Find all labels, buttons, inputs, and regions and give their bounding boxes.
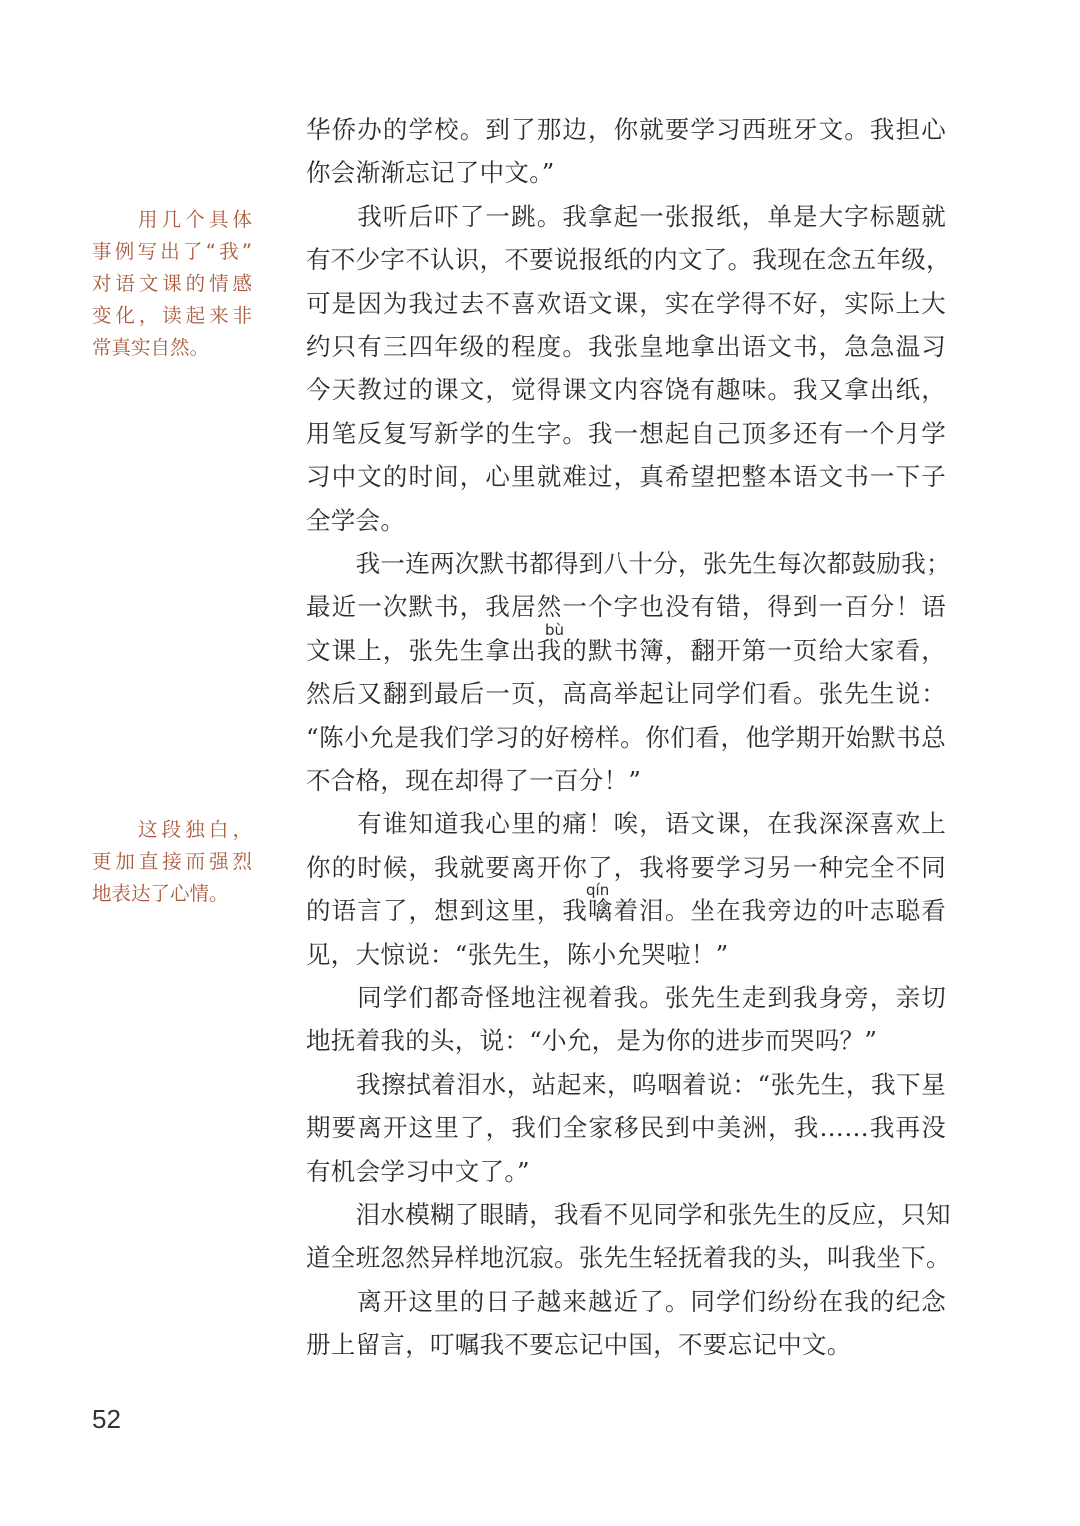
- page-number: 52: [92, 1404, 121, 1434]
- text-line: 的语言了，想到这里，我噙着泪。坐在我旁边的叶志聪看: [306, 896, 946, 926]
- margin-note-line: 常真实自然。: [92, 336, 210, 359]
- text-line: 册上留言，叮嘱我不要忘记中国，不要忘记中文。: [306, 1330, 852, 1360]
- text-line: 然后又翻到最后一页，高高举起让同学们看。张先生说：: [306, 679, 946, 709]
- text-line: 可是因为我过去不喜欢语文课，实在学得不好，实际上大: [306, 288, 946, 318]
- margin-note-line: 更加直接而强烈: [92, 850, 252, 873]
- text-line: 文课上，张先生拿出我的默书簿，翻开第一页给大家看，: [306, 635, 946, 665]
- text-line: 泪水模糊了眼睛，我看不见同学和张先生的反应，只知: [306, 1200, 951, 1229]
- margin-note-2: [92, 814, 252, 910]
- margin-note-line: 事例写出了“我”: [92, 240, 252, 263]
- text-line: 离开这里的日子越来越近了。同学们纷纷在我的纪念: [306, 1286, 946, 1316]
- text-line: 道全班忽然异样地沉寂。张先生轻抚着我的头，叫我坐下。: [306, 1243, 951, 1273]
- text-line: 有机会学习中文了。”: [306, 1156, 530, 1186]
- text-line: 华侨办的学校。到了那边，你就要学习西班牙文。我担心: [306, 115, 946, 144]
- text-line: 同学们都奇怪地注视着我。张先生走到我身旁，亲切: [306, 983, 946, 1012]
- margin-note-line: 对语文课的情感: [92, 272, 252, 295]
- text-line: 全学会。: [306, 505, 406, 535]
- text-line: 期要离开这里了，我们全家移民到中美洲，我……我再没: [306, 1113, 946, 1143]
- text-line: 约只有三四年级的程度。我张皇地拿出语文书，急急温习: [306, 332, 946, 361]
- text-line: 我一连两次默书都得到八十分，张先生每次都鼓励我；: [306, 549, 951, 578]
- margin-note-line: 用几个具体: [138, 208, 252, 231]
- margin-note-1: [92, 204, 252, 364]
- text-line: 今天教过的课文，觉得课文内容饶有趣味。我又拿出纸，: [306, 375, 946, 405]
- text-line: 你会渐渐忘记了中文。”: [306, 158, 555, 188]
- text-line: 有不少字不认识，不要说报纸的内文了。我现在念五年级，: [306, 245, 951, 275]
- text-line: 地抚着我的头，说：“小允，是为你的进步而哭吗？”: [306, 1026, 878, 1056]
- text-line: 有谁知道我心里的痛！唉，语文课，在我深深喜欢上: [306, 809, 946, 839]
- text-line: 习中文的时间，心里就难过，真希望把整本语文书一下子: [306, 462, 946, 492]
- margin-note-line: 这段独白，: [138, 818, 252, 841]
- text-line: 你的时候，我就要离开你了，我将要学习另一种完全不同: [306, 852, 946, 882]
- pinyin-annotation: bù: [545, 621, 565, 639]
- margin-note-line: 变化，读起来非: [92, 304, 252, 327]
- text-line: 见，大惊说：“张先生，陈小允哭啦！”: [306, 939, 729, 969]
- text-line: 我擦拭着泪水，站起来，呜咽着说：“张先生，我下星: [306, 1069, 946, 1099]
- text-line: “陈小允是我们学习的好榜样。你们看，他学期开始默书总: [306, 722, 946, 752]
- text-line: 不合格，现在却得了一百分！”: [306, 766, 642, 795]
- text-line: 最近一次默书，我居然一个字也没有错，得到一百分！语: [306, 592, 946, 622]
- text-line: 我听后吓了一跳。我拿起一张报纸，单是大字标题就: [306, 201, 946, 231]
- text-line: 用笔反复写新学的生字。我一想起自己顶多还有一个月学: [306, 418, 946, 448]
- margin-note-line: 地表达了心情。: [92, 882, 229, 905]
- pinyin-annotation: qín: [586, 881, 610, 899]
